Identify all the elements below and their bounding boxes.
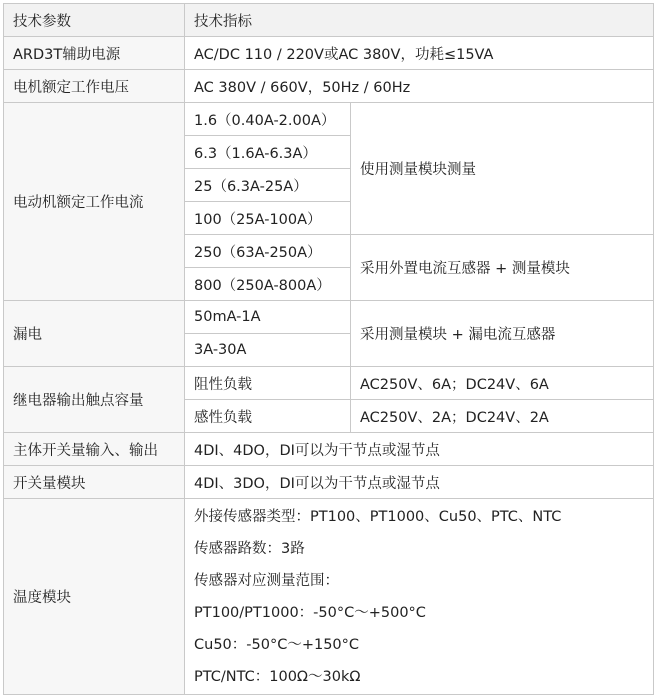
- row-label-main-io: 主体开关量输入、输出: [4, 433, 185, 466]
- current-range: 1.6（0.40A-2.00A）: [185, 103, 351, 136]
- table-row: [4, 103, 654, 136]
- temp-range-pt: PT100/PT1000：-50°C～+500°C: [194, 604, 426, 621]
- row-label-temp-module: 温度模块: [4, 499, 185, 695]
- row-value-main-io: 4DI、4DO，DI可以为干节点或湿节点: [185, 433, 654, 466]
- header-param: 技术参数: [4, 4, 185, 37]
- table-row: [4, 466, 654, 499]
- table-row: [4, 37, 654, 70]
- relay-inductive-label: 感性负载: [185, 400, 351, 433]
- temp-range-heading: 传感器对应测量范围：: [194, 572, 339, 589]
- row-label-leakage: 漏电: [4, 301, 185, 367]
- temp-range-ptc-ntc: PTC/NTC：100Ω～30kΩ: [194, 668, 361, 685]
- current-range: 100（25A-100A）: [185, 202, 351, 235]
- leakage-method: 采用测量模块 + 漏电流互感器: [351, 301, 654, 367]
- current-range: 6.3（1.6A-6.3A）: [185, 136, 351, 169]
- temp-module-details: [185, 499, 654, 695]
- row-value-aux-power: AC/DC 110 / 220V或AC 380V，功耗≤15VA: [185, 37, 654, 70]
- current-range: 800（250A-800A）: [185, 268, 351, 301]
- row-value-switch-module: 4DI、3DO，DI可以为干节点或湿节点: [185, 466, 654, 499]
- leakage-range: 3A-30A: [185, 334, 351, 367]
- current-range: 25（6.3A-25A）: [185, 169, 351, 202]
- current-range: 250（63A-250A）: [185, 235, 351, 268]
- temp-sensor-channels: 传感器路数：3路: [194, 540, 305, 557]
- header-spec: 技术指标: [185, 4, 654, 37]
- relay-inductive-value: AC250V、2A；DC24V、2A: [351, 400, 654, 433]
- table-row: [4, 301, 654, 334]
- table-row: [4, 70, 654, 103]
- relay-resistive-label: 阻性负载: [185, 367, 351, 400]
- row-label-relay: 继电器输出触点容量: [4, 367, 185, 433]
- relay-resistive-value: AC250V、6A；DC24V、6A: [351, 367, 654, 400]
- current-method-module: 使用测量模块测量: [351, 103, 654, 235]
- current-method-ct: 采用外置电流互感器 + 测量模块: [351, 235, 654, 301]
- row-label-motor-current: 电动机额定工作电流: [4, 103, 185, 301]
- spec-table: [3, 3, 654, 695]
- row-value-motor-voltage: AC 380V / 660V，50Hz / 60Hz: [185, 70, 654, 103]
- table-row: [4, 367, 654, 400]
- row-label-motor-voltage: 电机额定工作电压: [4, 70, 185, 103]
- table-row: [4, 499, 654, 695]
- temp-sensor-types: 外接传感器类型：PT100、PT1000、Cu50、PTC、NTC: [194, 508, 562, 525]
- leakage-range: 50mA-1A: [185, 301, 351, 334]
- temp-range-cu50: Cu50：-50°C～+150°C: [194, 636, 360, 653]
- row-label-aux-power: ARD3T辅助电源: [4, 37, 185, 70]
- row-label-switch-module: 开关量模块: [4, 466, 185, 499]
- table-header-row: [4, 4, 654, 37]
- table-row: [4, 433, 654, 466]
